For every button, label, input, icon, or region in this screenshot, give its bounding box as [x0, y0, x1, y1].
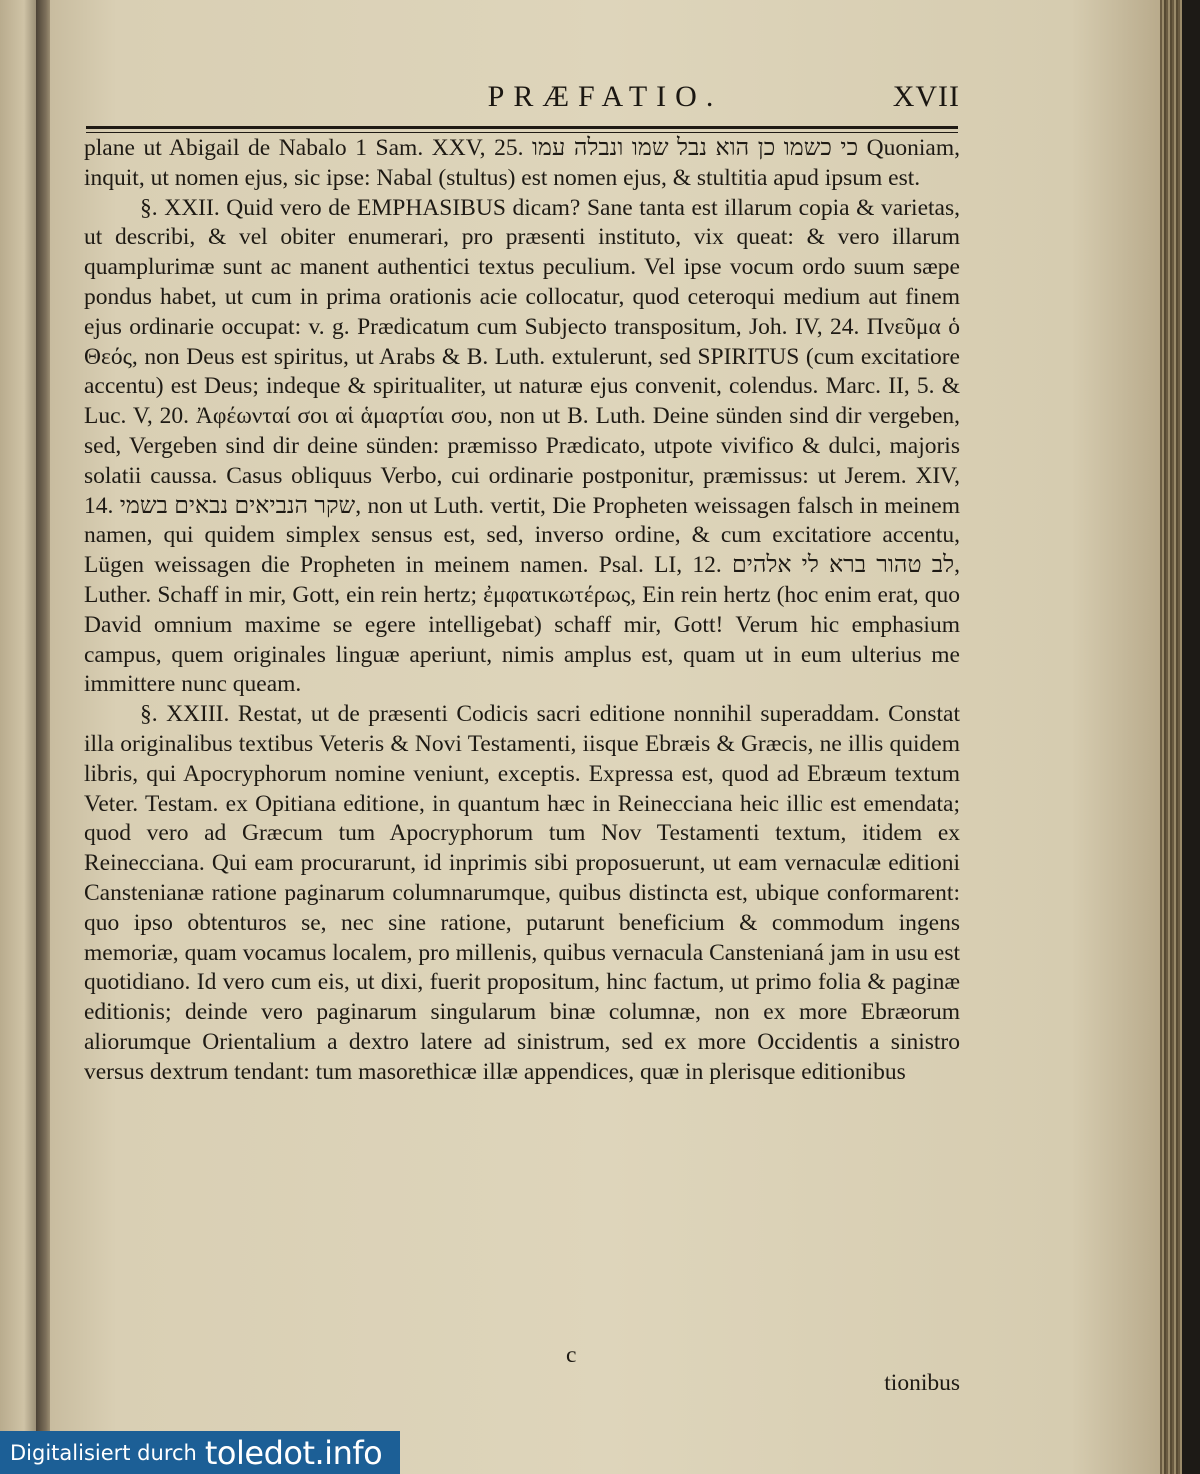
signature-mark: c: [566, 1342, 577, 1368]
facing-page-edge: [0, 0, 40, 1474]
running-head: [50, 80, 1160, 124]
book-page: [50, 0, 1160, 1474]
page-footer: [84, 1342, 960, 1402]
watermark-brand: toledot.info: [204, 1433, 383, 1472]
body-text: [84, 134, 960, 1088]
paragraph-xxiii: §. XXIII. Restat, ut de præsenti Codicis sacri editione nonnihil superaddam. Constat illa originalibus textibus Veteris & Novi Testamenti, iisque Ebræis & Græcis, ne illis quidem libris, qui Apocryphorum nomine veniunt, exceptis. Expressa est, quod ad Ebræum textum Veter. Testam. ex Opitiana editione, in quantum hæc in Reinecciana heic illic est emendata; quod vero ad Græcum tum Apocryphorum tum Nov Testamenti textum, itidem ex Reinecciana. Qui eam procurarunt, id inprimis sibi proposuerunt, ut eam vernaculæ editioni Canstenianæ ratione paginarum columnarumque, quibus distincta est, ubique conformarent: quo ipso obtenturos se, nec sine ratione, putarunt beneficium & commodum ingens memoriæ, quam vocamus localem, pro millenis, quibus vernacula Canstenianá jam in usu est quotidiano. Id vero cum eis, ut dixi, fuerit propositum, hinc factum, ut primo folia & paginæ editionis; deinde vero paginarum singularum binæ columnæ, non ex more Ebræorum aliorumque Orientalium a dextro latere ad sinistrum, sed ex more Occidentis a sinistro versus dextrum tendant: tum masorethicæ illæ appendices, quæ in plerisque editionibus: [84, 701, 960, 1085]
book-cover-edge: [1182, 0, 1200, 1474]
paragraph-nabal: plane ut Abigail de Nabalo 1 Sam. XXV, 25. כי כשמו כן הוא נבל שמו ונבלה עמו Quoniam, inquit, ut nomen ejus, sic ipse: Nabal (stultus) est nomen ejus, & stultitia apud ipsum est.: [84, 135, 960, 191]
digitization-watermark: [0, 1431, 400, 1474]
page-number: XVII: [892, 80, 960, 113]
watermark-prefix: Digitalisiert durch: [10, 1440, 197, 1465]
catchword: tionibus: [884, 1370, 960, 1396]
header-rule: [86, 126, 958, 129]
running-title: PRÆFATIO.: [487, 80, 723, 113]
paragraph-xxii: §. XXII. Quid vero de EMPHASIBUS dicam? Sane tanta est illarum copia & varietas, ut describi, & vel obiter enumerari, pro præsenti instituto, vix queat: & vero illarum quamplurimæ sunt ac manent authentici textus peculium. Vel ipse vocum ordo suum sæpe pondus habet, ut cum in prima orationis acie collocatur, quod ceteroqui medium aut finem ejus ordinarie occupat: v. g. Prædicatum cum Subjecto transpositum, Joh. IV, 24. Πνεῦμα ὁ Θεός, non Deus est spiritus, ut Arabs & B. Luth. extulerunt, sed SPIRITUS (cum excitatiore accentu) est Deus; indeque & spiritualiter, ut naturæ ejus convenit, colendus. Marc. II, 5. & Luc. V, 20. Ἀφέωνταί σοι αἱ ἁμαρτίαι σου, non ut B. Luth. Deine sünden sind dir vergeben, sed, Vergeben sind dir deine sünden: præmisso Prædicato, utpote vivifico & dulci, majoris solatii caussa. Casus obliquus Verbo, cui ordinarie postponitur, præmissus: ut Jerem. XIV, 14. שקר הנביאים נבאים בשמי, non ut Luth. vertit, Die Propheten weissagen falsch in meinem namen, qui quidem simplex sensus est, sed, inverso ordine, & cum excitatiore accentu, Lügen weissagen die Propheten in meinem namen. Psal. LI, 12. לב טהור ברא לי אלהים, Luther. Schaff in mir, Gott, ein rein hertz; ἐμφατικωτέρως, Ein rein hertz (hoc enim erat, quo David omnium maxime se egere intelligebat) schaff mir, Gott! Verum hic emphasium campus, quem originales linguæ aperiunt, nimis amplus est, quam ut in eum ulterius me immittere nunc queam.: [84, 194, 960, 698]
